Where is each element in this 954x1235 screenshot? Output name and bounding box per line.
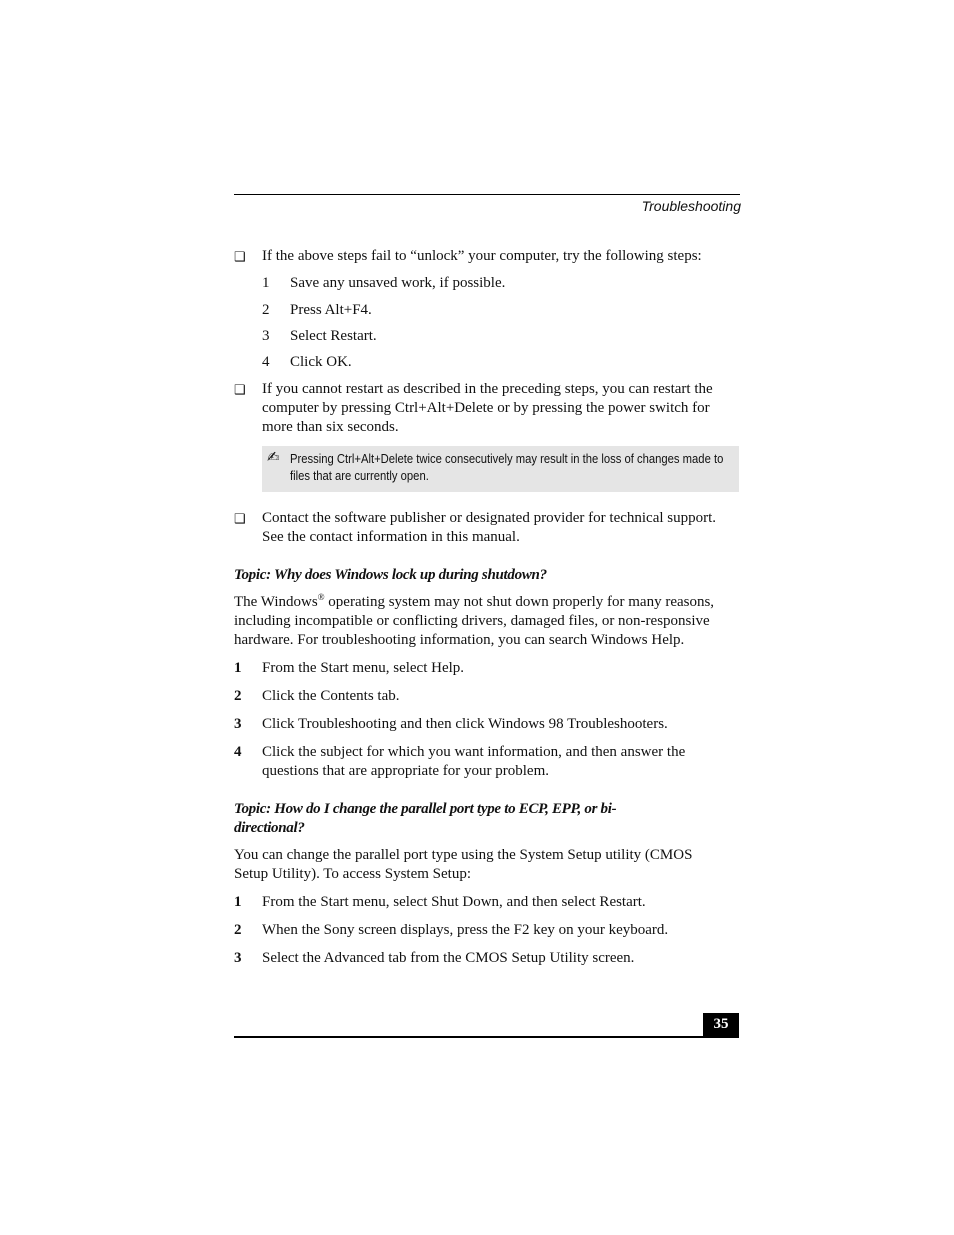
substep-number: 4 [262,354,270,370]
bullet-text-1: If the above steps fail to “unlock” your computer, try the following steps: [262,248,702,264]
substep-text: Click OK. [290,354,352,370]
step-number: 2 [234,688,242,704]
step-text: When the Sony screen displays, press the F2 key on your keyboard. [262,922,669,938]
step-number: 2 [234,922,242,938]
header-rule [234,194,740,195]
bullet-text-3: Contact the software publisher or designated provider for technical support. See the contact information in this manual. [262,510,717,545]
checkbox-bullet-icon: ❑ [234,511,246,526]
substep-text: Press Alt+F4. [290,302,372,318]
topic-1-intro [234,593,740,650]
step-text: Click the Contents tab. [262,688,400,704]
bullet-text-2: If you cannot restart as described in the preceding steps, you can restart the computer by pressing Ctrl+Alt+Delete or by pressing the power switch for more than six seconds. [262,381,713,435]
substep-number: 2 [262,302,270,318]
step-text: From the Start menu, select Shut Down, and then select Restart. [262,894,646,910]
checkbox-bullet-icon: ❑ [234,382,246,397]
topic-heading-2: Topic: How do I change the parallel port type to ECP, EPP, or bi-directional? [234,801,617,836]
registered-mark: ® [317,592,325,602]
topic-2-intro: You can change the parallel port type using the System Setup utility (CMOS Setup Utility). To access System Setup: [234,847,693,882]
writing-hand-icon: ✍ [267,448,280,466]
intro-text-rest: operating system may not shut down properly for many reasons, including incompatible or conflicting drivers, damaged files, or non-responsive hardware. For troubleshooting information, you can search Windows Help. [234,594,715,648]
running-head: Troubleshooting [641,198,741,214]
step-text: From the Start menu, select Help. [262,660,465,676]
step-number: 3 [234,950,242,966]
step-text: Click the subject for which you want information, and then answer the questions that are appropriate for your problem. [262,744,686,779]
intro-text-start: The Windows [234,594,318,610]
substep-text: Select Restart. [290,328,377,344]
step-text: Click Troubleshooting and then click Windows 98 Troubleshooters. [262,716,668,732]
step-number: 1 [234,660,242,676]
checkbox-bullet-icon: ❑ [234,249,246,264]
substep-number: 1 [262,275,270,291]
step-number: 4 [234,744,242,760]
page-number: 35 [703,1013,739,1036]
substep-number: 3 [262,328,270,344]
topic-heading-1: Topic: Why does Windows lock up during shutdown? [234,567,547,583]
substep-text: Save any unsaved work, if possible. [290,275,506,291]
note-text: Pressing Ctrl+Alt+Delete twice consecutively may result in the loss of changes made to files that are currently open. [290,452,724,483]
step-text: Select the Advanced tab from the CMOS Setup Utility screen. [262,950,635,966]
step-number: 3 [234,716,242,732]
footer-rule [234,1036,739,1038]
step-number: 1 [234,894,242,910]
